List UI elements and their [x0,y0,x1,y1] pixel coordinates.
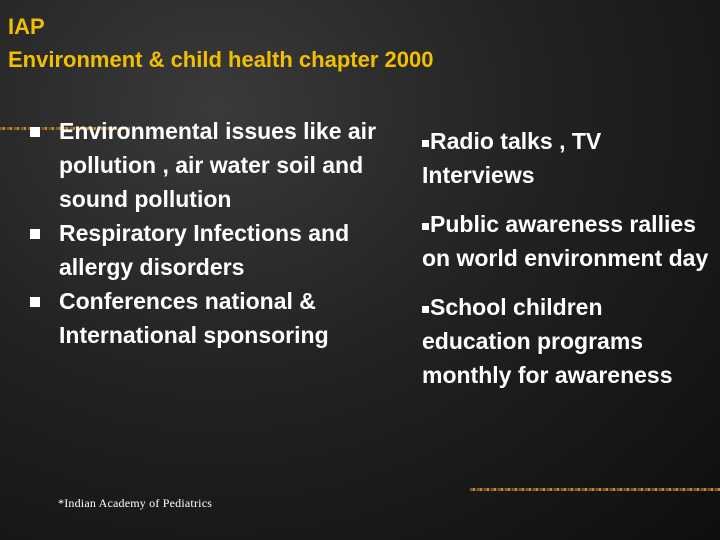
right-list-item-text: Radio talks , TV Interviews [422,128,602,188]
title-line-2: Environment & child health chapter 2000 [8,47,434,72]
right-list-item [422,124,712,192]
list-item-text: Environmental issues like air pollution , air water soil and sound pollution [59,118,377,212]
right-column [422,124,712,407]
left-bullet-list [30,114,380,352]
square-bullet-icon [422,306,429,313]
title-line-1: IAP [8,14,45,39]
square-bullet-icon [422,223,429,230]
decorative-divider-bottom [470,488,720,491]
right-list-item [422,207,712,275]
footnote: *Indian Academy of Pediatrics [58,496,213,510]
list-item-text: Respiratory Infections and allergy disorders [59,220,350,280]
square-bullet-icon [30,229,40,239]
right-list-item-text: School children education programs monthly for awareness [422,294,673,388]
right-list-item [422,290,712,392]
list-item [30,284,380,352]
square-bullet-icon [422,140,429,147]
square-bullet-icon [30,127,40,137]
list-item [30,216,380,284]
square-bullet-icon [30,297,40,307]
list-item [30,114,380,216]
right-list-item-text: Public awareness rallies on world environment day [422,211,709,271]
slide-title [8,10,433,76]
list-item-text: Conferences national & International sponsoring [59,288,329,348]
